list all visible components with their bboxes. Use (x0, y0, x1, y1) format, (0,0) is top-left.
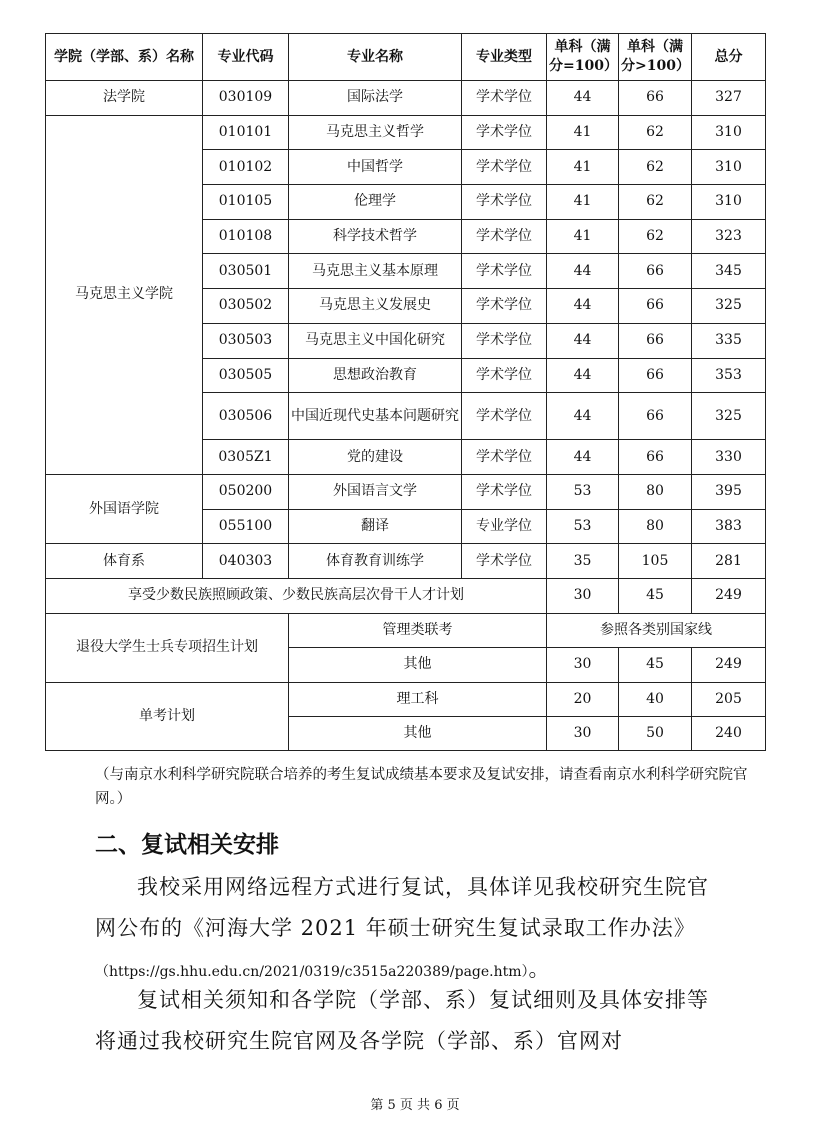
major-code-cell: 030501 (203, 254, 289, 289)
single-score-100-cell: 41 (547, 219, 619, 254)
major-name-cell: 中国近现代史基本问题研究 (289, 393, 462, 440)
header-single2: 单科（满分>100） (619, 34, 692, 81)
major-code-cell: 010101 (203, 115, 289, 150)
joint-training-note: （与南京水利科学研究院联合培养的考生复试成绩基本要求及复试安排，请查看南京水利科学研究院官网。） (95, 767, 748, 807)
header-row (46, 34, 766, 81)
major-code-cell: 010105 (203, 185, 289, 220)
total-score-cell: 395 (692, 474, 766, 509)
college-cell: 法学院 (46, 81, 203, 116)
single-score-100-cell: 41 (547, 150, 619, 185)
veteran-category-cell: 其他 (289, 647, 547, 682)
major-type-cell: 学术学位 (462, 544, 547, 579)
major-type-cell: 学术学位 (462, 440, 547, 475)
paragraph-remote-interview (95, 867, 725, 993)
major-name-cell: 马克思主义发展史 (289, 289, 462, 324)
paragraph-text: 我校采用网络远程方式进行复试，具体详见我校研究生院官网公布的《河海大学 2021 年硕士研究生复试录取工作办法》 (95, 875, 709, 940)
total-score-cell: 325 (692, 393, 766, 440)
total-score-cell: 310 (692, 115, 766, 150)
major-code-cell: 030503 (203, 323, 289, 358)
total-score-cell: 240 (692, 716, 766, 750)
total-score-cell: 310 (692, 185, 766, 220)
single-score-over100-cell: 62 (619, 150, 692, 185)
header-college: 学院（学部、系）名称 (46, 34, 203, 81)
total-score-cell: 249 (692, 578, 766, 613)
single-score-over100-cell: 66 (619, 440, 692, 475)
college-cell: 马克思主义学院 (46, 115, 203, 474)
total-score-cell: 327 (692, 81, 766, 116)
single-score-100-cell: 44 (547, 289, 619, 324)
major-name-cell: 伦理学 (289, 185, 462, 220)
single-score-100-cell: 53 (547, 509, 619, 544)
single-score-over100-cell: 45 (619, 647, 692, 682)
single-score-100-cell: 53 (547, 474, 619, 509)
veteran-plan-row (46, 613, 766, 647)
header-code: 专业代码 (203, 34, 289, 81)
header-major: 专业名称 (289, 34, 462, 81)
national-line-note: 参照各类别国家线 (547, 613, 766, 647)
minority-plan-row (46, 578, 766, 613)
major-name-cell: 中国哲学 (289, 150, 462, 185)
single-score-over100-cell: 45 (619, 578, 692, 613)
method-url[interactable]: （https://gs.hhu.edu.cn/2021/0319/c3515a220389/page.htm） (95, 964, 529, 980)
single-score-100-cell: 44 (547, 393, 619, 440)
single-score-over100-cell: 66 (619, 358, 692, 393)
major-code-cell: 055100 (203, 509, 289, 544)
major-name-cell: 翻译 (289, 509, 462, 544)
table-row (46, 81, 766, 116)
single-score-100-cell: 30 (547, 578, 619, 613)
single-score-100-cell: 30 (547, 716, 619, 750)
major-type-cell: 学术学位 (462, 150, 547, 185)
single-score-over100-cell: 66 (619, 289, 692, 324)
single-score-100-cell: 44 (547, 358, 619, 393)
single-exam-row (46, 682, 766, 716)
total-score-cell: 249 (692, 647, 766, 682)
major-type-cell: 学术学位 (462, 474, 547, 509)
major-type-cell: 学术学位 (462, 81, 547, 116)
single-score-over100-cell: 80 (619, 509, 692, 544)
paragraph-notice: 复试相关须知和各学院（学部、系）复试细则及具体安排等将通过我校研究生院官网及各学院（学部、系）官网对 (95, 988, 709, 1053)
major-name-cell: 马克思主义基本原理 (289, 254, 462, 289)
single-score-100-cell: 20 (547, 682, 619, 716)
table-row (46, 115, 766, 150)
major-type-cell: 专业学位 (462, 509, 547, 544)
single-score-over100-cell: 66 (619, 81, 692, 116)
major-code-cell: 030505 (203, 358, 289, 393)
single-score-100-cell: 30 (547, 647, 619, 682)
single-exam-label: 单考计划 (46, 682, 289, 750)
single-exam-category-cell: 理工科 (289, 682, 547, 716)
total-score-cell: 205 (692, 682, 766, 716)
section-title: 二、复试相关安排 (95, 832, 279, 858)
veteran-category-cell: 管理类联考 (289, 613, 547, 647)
major-name-cell: 马克思主义中国化研究 (289, 323, 462, 358)
table-row (46, 544, 766, 579)
major-code-cell: 030506 (203, 393, 289, 440)
single-score-over100-cell: 62 (619, 219, 692, 254)
single-score-over100-cell: 66 (619, 393, 692, 440)
single-score-over100-cell: 40 (619, 682, 692, 716)
college-cell: 体育系 (46, 544, 203, 579)
major-name-cell: 科学技术哲学 (289, 219, 462, 254)
total-score-cell: 353 (692, 358, 766, 393)
paragraph-end: 。 (528, 957, 551, 981)
single-score-100-cell: 41 (547, 185, 619, 220)
major-code-cell: 040303 (203, 544, 289, 579)
major-type-cell: 学术学位 (462, 185, 547, 220)
major-code-cell: 030109 (203, 81, 289, 116)
major-code-cell: 0305Z1 (203, 440, 289, 475)
veteran-plan-label: 退役大学生士兵专项招生计划 (46, 613, 289, 682)
major-name-cell: 体育教育训练学 (289, 544, 462, 579)
major-type-cell: 学术学位 (462, 323, 547, 358)
single-score-100-cell: 44 (547, 254, 619, 289)
single-score-over100-cell: 62 (619, 115, 692, 150)
single-score-over100-cell: 50 (619, 716, 692, 750)
total-score-cell: 383 (692, 509, 766, 544)
single-score-100-cell: 44 (547, 81, 619, 116)
single-score-over100-cell: 105 (619, 544, 692, 579)
major-type-cell: 学术学位 (462, 289, 547, 324)
header-total: 总分 (692, 34, 766, 81)
major-name-cell: 外国语言文学 (289, 474, 462, 509)
major-code-cell: 010102 (203, 150, 289, 185)
total-score-cell: 345 (692, 254, 766, 289)
single-score-over100-cell: 62 (619, 185, 692, 220)
header-single1: 单科（满分=100） (547, 34, 619, 81)
college-cell: 外国语学院 (46, 474, 203, 543)
total-score-cell: 281 (692, 544, 766, 579)
major-name-cell: 党的建设 (289, 440, 462, 475)
score-table (45, 33, 766, 751)
single-exam-category-cell: 其他 (289, 716, 547, 750)
total-score-cell: 335 (692, 323, 766, 358)
single-score-over100-cell: 66 (619, 254, 692, 289)
major-type-cell: 学术学位 (462, 115, 547, 150)
major-name-cell: 国际法学 (289, 81, 462, 116)
minority-plan-label: 享受少数民族照顾政策、少数民族高层次骨干人才计划 (46, 578, 547, 613)
single-score-100-cell: 41 (547, 115, 619, 150)
major-type-cell: 学术学位 (462, 219, 547, 254)
page-footer: 第 5 页 共 6 页 (370, 1098, 460, 1113)
single-score-over100-cell: 80 (619, 474, 692, 509)
major-type-cell: 学术学位 (462, 358, 547, 393)
single-score-100-cell: 44 (547, 323, 619, 358)
major-code-cell: 050200 (203, 474, 289, 509)
table-row (46, 474, 766, 509)
major-name-cell: 思想政治教育 (289, 358, 462, 393)
major-type-cell: 学术学位 (462, 254, 547, 289)
major-type-cell: 学术学位 (462, 393, 547, 440)
total-score-cell: 310 (692, 150, 766, 185)
major-code-cell: 030502 (203, 289, 289, 324)
major-code-cell: 010108 (203, 219, 289, 254)
major-name-cell: 马克思主义哲学 (289, 115, 462, 150)
single-score-100-cell: 44 (547, 440, 619, 475)
single-score-100-cell: 35 (547, 544, 619, 579)
total-score-cell: 323 (692, 219, 766, 254)
single-score-over100-cell: 66 (619, 323, 692, 358)
header-type: 专业类型 (462, 34, 547, 81)
total-score-cell: 330 (692, 440, 766, 475)
total-score-cell: 325 (692, 289, 766, 324)
